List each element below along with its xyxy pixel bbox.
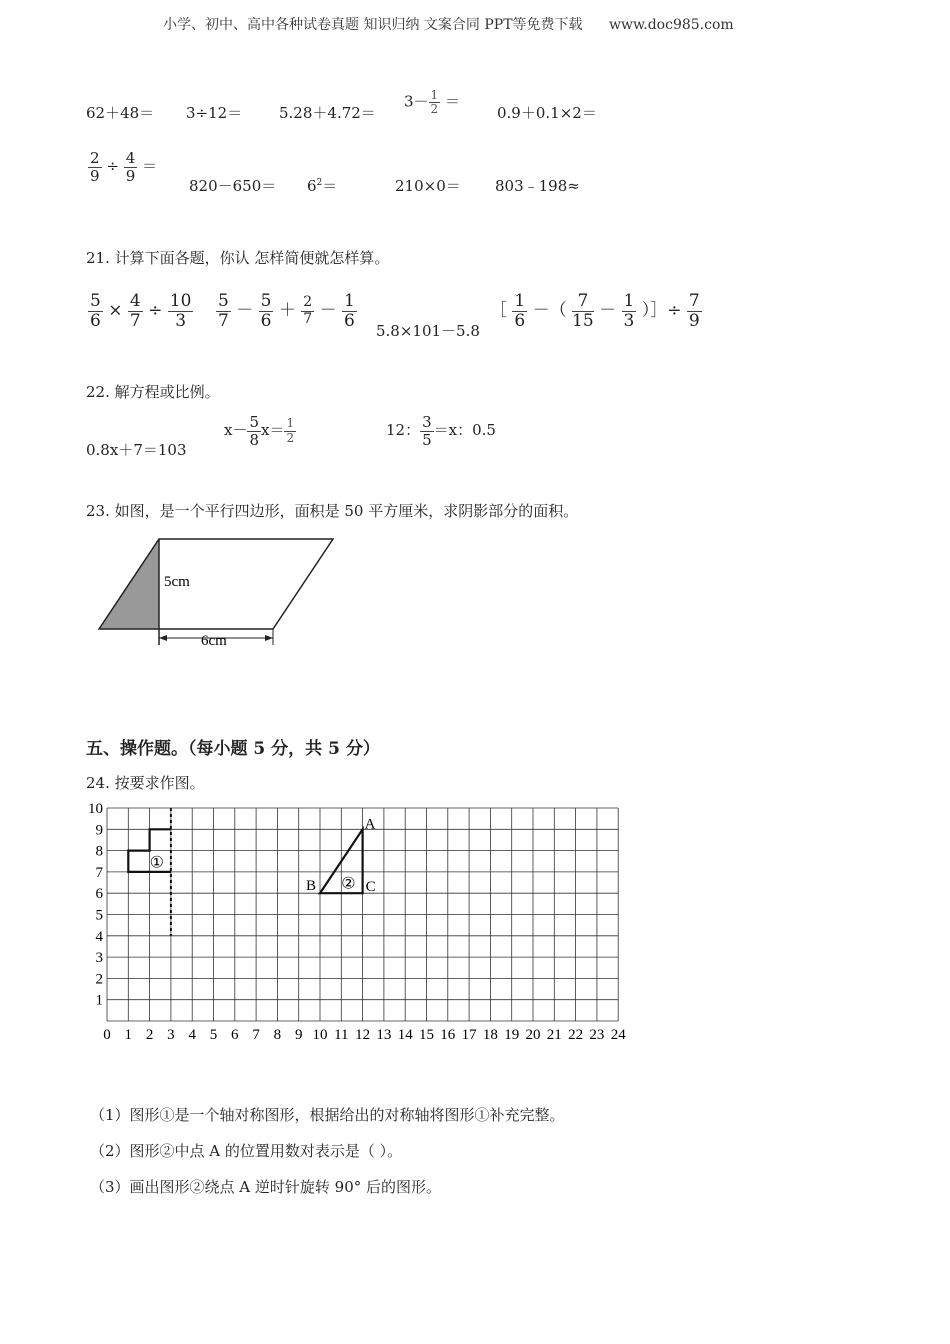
- x-tick-label: 10: [312, 1027, 328, 1043]
- q21-expr2: $\frac{5}{7}$ － $\frac{5}{6}$ ＋ $\frac{2}{7}$ － $\frac{1}{6}$: [218, 291, 355, 331]
- q21-expr3: 5.8×101－5.8: [376, 322, 480, 340]
- calc-frac-div: $\frac{2}{9}$ ÷ $\frac{4}{9}$ ＝: [90, 149, 158, 185]
- x-tick-label: 20: [525, 1027, 541, 1043]
- parallelogram-figure: [90, 530, 350, 655]
- arrow-left: [159, 635, 167, 641]
- x-tick-label: 16: [440, 1027, 456, 1043]
- y-tick-label: 7: [95, 864, 103, 881]
- q24-part1: （1）图形①是一个轴对称图形，根据给出的对称轴将图形①补充完整。: [90, 1106, 565, 1124]
- x-axis-labels: [103, 1027, 626, 1043]
- q21-expr1: $\frac{5}{6}$ × $\frac{4}{7}$ ÷ $\frac{10}{3}$: [90, 291, 192, 331]
- q22-eq3: 12： $\frac{3}{5}$ ＝x：0.5: [386, 413, 496, 449]
- x-tick-label: 2: [145, 1027, 154, 1043]
- q21-expr4: ［ $\frac{1}{6}$ －（ $\frac{7}{15}$ － $\frac{1}{3}$ ）］÷ $\frac{7}{9}$: [490, 291, 700, 331]
- x-tick-label: 23: [589, 1027, 605, 1043]
- arrow-right: [265, 635, 273, 641]
- calc-5-28-plus: 5.28＋4.72＝: [279, 104, 376, 122]
- calc-210-times-0: 210×0＝: [395, 177, 461, 195]
- x-tick-label: 19: [504, 1027, 520, 1043]
- x-tick-label: 24: [610, 1027, 626, 1043]
- x-tick-label: 13: [376, 1027, 392, 1043]
- x-tick-label: 6: [231, 1027, 239, 1043]
- calc-62-48: 62＋48＝: [86, 104, 155, 122]
- x-tick-label: 0: [103, 1027, 111, 1043]
- header-url: www.doc985.com: [608, 17, 734, 33]
- y-tick-label: 10: [88, 801, 103, 817]
- x-tick-label: 8: [273, 1027, 282, 1043]
- x-tick-label: 12: [355, 1027, 371, 1043]
- x-tick-label: 3: [167, 1027, 175, 1043]
- x-tick-label: 21: [546, 1027, 562, 1043]
- page-header: [163, 14, 734, 34]
- x-tick-label: 22: [568, 1027, 584, 1043]
- y-tick-label: 6: [95, 886, 103, 903]
- y-tick-label: 1: [95, 992, 103, 1009]
- y-tick-label: 8: [95, 843, 103, 860]
- x-tick-label: 17: [461, 1027, 477, 1043]
- x-tick-label: 5: [209, 1027, 218, 1043]
- point-a-label: A: [364, 816, 376, 833]
- q24-title: 24. 按要求作图。: [86, 774, 205, 792]
- calc-0-9-plus: 0.9＋0.1×2＝: [497, 104, 597, 122]
- shape-2-label: ②: [341, 875, 356, 893]
- point-c-label: C: [365, 879, 376, 896]
- calc-820-650: 820－650＝: [189, 177, 277, 195]
- calc-6-squared: $6^2=$: [307, 177, 338, 195]
- calc-803-198: 803﹣198≈: [495, 177, 580, 195]
- q23-title: 23. 如图，是一个平行四边形，面积是 50 平方厘米，求阴影部分的面积。: [86, 502, 579, 520]
- y-tick-label: 2: [95, 971, 103, 988]
- height-label: 5cm: [164, 574, 190, 590]
- base-label: 6cm: [201, 633, 227, 649]
- x-tick-label: 11: [334, 1027, 349, 1043]
- y-tick-label: 5: [95, 907, 103, 924]
- y-tick-label: 3: [95, 950, 103, 967]
- x-tick-label: 7: [252, 1027, 260, 1043]
- x-tick-label: 15: [419, 1027, 434, 1043]
- header-left-text: 小学、初中、高中各种试卷真题 知识归纳 文案合同 PPT等免费下载: [163, 17, 583, 33]
- q22-eq1: 0.8x＋7＝103: [86, 441, 187, 459]
- x-tick-label: 4: [188, 1027, 196, 1043]
- x-tick-label: 9: [294, 1027, 303, 1043]
- calc-3-div-12: 3÷12＝: [186, 104, 243, 122]
- x-tick-label: 18: [482, 1027, 498, 1043]
- q22-eq2: x－ $\frac{5}{8}$ x＝ $\frac{1}{2}$: [224, 413, 295, 449]
- q24-part2: （2）图形②中点 A 的位置用数对表示是（ ）。: [90, 1142, 403, 1160]
- y-tick-label: 9: [95, 822, 103, 839]
- x-tick-label: 14: [397, 1027, 413, 1043]
- section5-title: 五、操作题。（每小题 5 分，共 5 分）: [86, 739, 380, 759]
- q22-title: 22. 解方程或比例。: [86, 383, 220, 401]
- y-axis-labels: [88, 801, 104, 1009]
- point-b-label: B: [306, 878, 317, 895]
- q21-title: 21. 计算下面各题，你认 怎样简便就怎样算。: [86, 249, 390, 267]
- y-tick-label: 4: [95, 928, 103, 945]
- coordinate-grid: [80, 800, 640, 1045]
- calc-3-minus-half: 3－ $\frac{1}{2}$ ＝: [404, 88, 460, 117]
- q24-part3: （3）画出图形②绕点 A 逆时针旋转 90° 后的图形。: [90, 1178, 442, 1196]
- x-tick-label: 1: [124, 1027, 133, 1043]
- shape-1-label: ①: [149, 854, 164, 872]
